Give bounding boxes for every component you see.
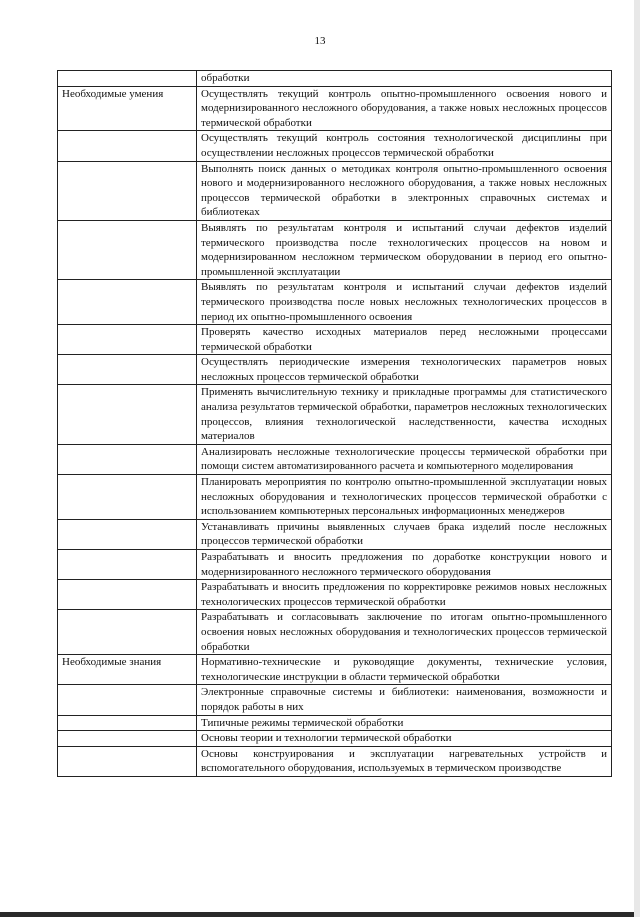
skills-item: Выявлять по результатам контроля и испытаний случаи дефектов изделий термического производства после технологических процессов на новом и модернизированном несложном термическом оборудовании в период его опытно-промышленной эксплуатации <box>197 220 612 279</box>
label-cell-empty <box>58 685 197 715</box>
label-cell-empty <box>58 131 197 161</box>
label-cell-empty <box>58 715 197 731</box>
skills-item: Осуществлять периодические измерения технологических параметров новых несложных процессов термической обработки <box>197 355 612 385</box>
table-row <box>58 731 612 747</box>
label-cell-empty <box>58 385 197 444</box>
knowledge-item: Основы теории и технологии термической обработки <box>197 731 612 747</box>
table-row <box>58 580 612 610</box>
label-cell-empty <box>58 71 197 87</box>
knowledge-item: Электронные справочные системы и библиотеки: наименования, возможности и порядок работы в них <box>197 685 612 715</box>
label-cell-empty <box>58 444 197 474</box>
table-row <box>58 71 612 87</box>
skills-item: Осуществлять текущий контроль опытно-промышленного освоения нового и модернизированного несложного оборудования, а также новых несложных процессов термической обработки <box>197 86 612 131</box>
page-number: 13 <box>314 35 326 47</box>
label-cell-empty <box>58 161 197 220</box>
skills-item: Разрабатывать и вносить предложения по корректировке режимов новых несложных технологических процессов термической обработки <box>197 580 612 610</box>
skills-item: Применять вычислительную технику и прикладные программы для статистического анализа результатов термической обработки, параметров несложных технологических процессов, влияния технологической наследственности, качества исходных материалов <box>197 385 612 444</box>
table-row <box>58 610 612 655</box>
table-row <box>58 325 612 355</box>
knowledge-item: Основы конструирования и эксплуатации нагревательных устройств и вспомогательного оборудования, используемых в термическом производстве <box>197 746 612 776</box>
label-cell-empty <box>58 519 197 549</box>
knowledge-item: Нормативно-технические и руководящие документы, технические условия, технологические инструкции в области термической обработки <box>197 655 612 685</box>
label-cell-empty <box>58 325 197 355</box>
label-cell-empty <box>58 220 197 279</box>
label-cell-empty <box>58 731 197 747</box>
table-row <box>58 655 612 685</box>
skills-item: Разрабатывать и согласовывать заключение по итогам опытно-промышленного освоения новых несложных оборудования и технологических процессов термической обработки <box>197 610 612 655</box>
scan-edge-right <box>634 0 640 917</box>
label-cell-empty <box>58 355 197 385</box>
skills-item: Выявлять по результатам контроля и испытаний случаи дефектов изделий термического производства после новых несложных технологических процессов в период их опытно-промышленного освоения <box>197 280 612 325</box>
table-row <box>58 550 612 580</box>
label-cell-empty <box>58 550 197 580</box>
table-row <box>58 475 612 520</box>
skills-item: Анализировать несложные технологические процессы термической обработки при помощи систем автоматизированного расчета и компьютерного моделирования <box>197 444 612 474</box>
table-row <box>58 519 612 549</box>
table-row <box>58 746 612 776</box>
table-row <box>58 280 612 325</box>
label-cell-empty <box>58 580 197 610</box>
label-cell-empty <box>58 610 197 655</box>
table-row <box>58 131 612 161</box>
continuation-cell: обработки <box>197 71 612 87</box>
skills-item: Выполнять поиск данных о методиках контроля опытно-промышленного освоения нового и модернизированного несложного оборудования, а также новых несложных процессов термической обработки в электронных справочных системах и библиотеках <box>197 161 612 220</box>
table-row <box>58 715 612 731</box>
table-row <box>58 220 612 279</box>
skills-item: Планировать мероприятия по контролю опытно-промышленной эксплуатации новых несложных оборудования и технологических процессов термической обработки с использованием компьютерных персональных информационных менеджеров <box>197 475 612 520</box>
label-cell-empty <box>58 475 197 520</box>
skills-item: Устанавливать причины выявленных случаев брака изделий после несложных процессов термической обработки <box>197 519 612 549</box>
knowledge-item: Типичные режимы термической обработки <box>197 715 612 731</box>
table-row <box>58 385 612 444</box>
skills-item: Проверять качество исходных материалов перед несложными процессами термической обработки <box>197 325 612 355</box>
skills-item: Разрабатывать и вносить предложения по доработке конструкции нового и модернизированного несложного термического оборудования <box>197 550 612 580</box>
table-row <box>58 86 612 131</box>
table-row <box>58 444 612 474</box>
skills-item: Осуществлять текущий контроль состояния технологической дисциплины при осуществлении несложных процессов термической обработки <box>197 131 612 161</box>
requirements-table <box>57 70 612 777</box>
table-row <box>58 685 612 715</box>
knowledge-label: Необходимые знания <box>58 655 197 685</box>
table-row <box>58 355 612 385</box>
label-cell-empty <box>58 746 197 776</box>
skills-label: Необходимые умения <box>58 86 197 131</box>
table-row <box>58 161 612 220</box>
scan-edge-bottom <box>0 912 640 917</box>
label-cell-empty <box>58 280 197 325</box>
